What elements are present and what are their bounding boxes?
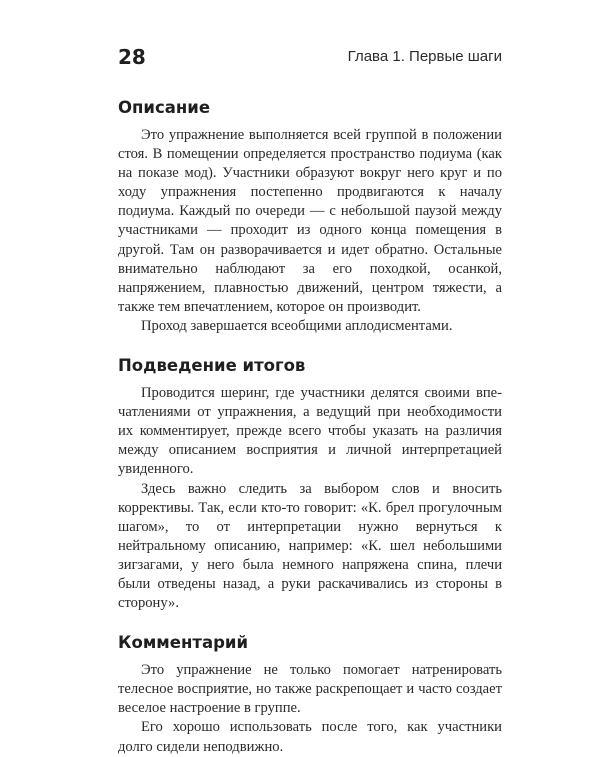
- section-heading: Подведение итогов: [118, 356, 306, 376]
- paragraph: Это упражнение не только помогает натренировать телесное восприятие, но также раскрепощает и часто создает веселое настроение в группе.: [118, 662, 502, 717]
- chapter-title: Глава 1. Первые шаги: [347, 48, 502, 65]
- paragraph: Его хорошо использовать после того, как участники долго сидели неподвижно.: [118, 719, 502, 755]
- running-head: [118, 44, 502, 70]
- paragraph: Здесь важно следить за выбором слов и вносить коррективы. Так, если кто-то говорит: «К. брел прогулочным шагом», то от интерпретации нужно вернуться к нейтральному описанию, например: «К. шел небольшими зигзагами, у него была немного напряжена спина, плечи были отведены назад, а руки раскачивались из стороны в сторону».: [118, 480, 502, 612]
- paragraph: Проход завершается всеобщими аплодисментами.: [141, 317, 453, 334]
- section-heading: Описание: [118, 98, 211, 117]
- page-number: 28: [118, 45, 146, 69]
- paragraph: Это упражнение выполняется всей группой в положении стоя. В помещении определяется пространство подиума (как на показе мод). Участники образуют вокруг него круг и по ходу упражнения постепенно продвигаются к началу подиума. Каждый по очереди — с небольшой паузой между участниками — проходит из одного конца помещения в другой. Там он разворачивается и идет обратно. Остальные внимательно наблюдают за его походкой, осанкой, напряжением, плавностью движений, центром тяжести, а также тем впечатлением, которое он производит.: [118, 127, 502, 315]
- paragraph: Проводится шеринг, где участники делятся своими впечатлениями от упражнения, а ведущий при необходимости их комментирует, прежде всего чтобы указать на различия между описанием восприятия и личной интерпретацией увиденного.: [118, 385, 502, 478]
- section-description: [118, 98, 502, 336]
- section-comment: [118, 633, 502, 756]
- section-heading: Комментарий: [118, 633, 249, 653]
- page-content: [118, 98, 502, 757]
- section-summary: [118, 356, 502, 613]
